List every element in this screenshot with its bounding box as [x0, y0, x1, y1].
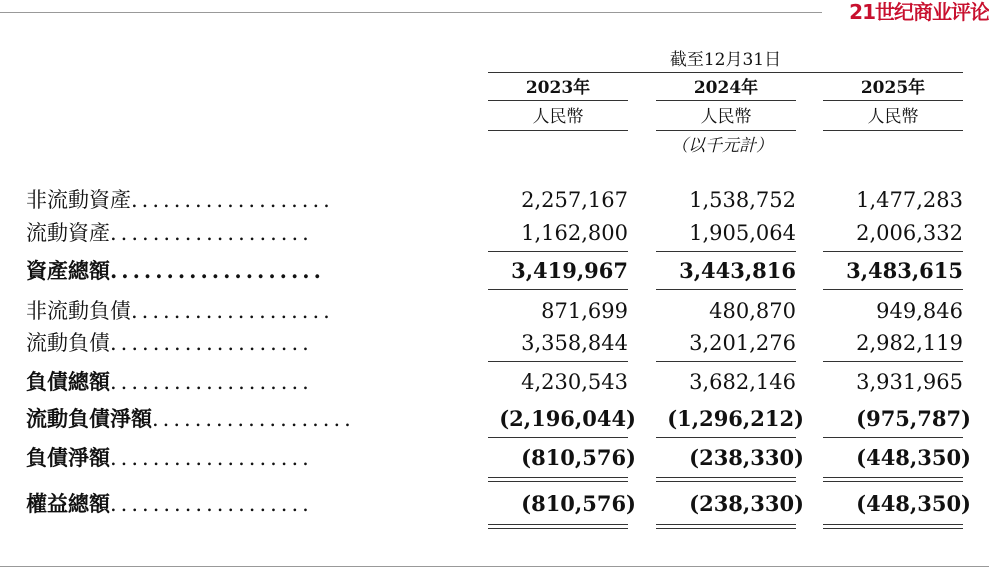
- row-label: 流動負債...................: [26, 331, 313, 355]
- value-2024: 3,201,276: [689, 331, 796, 355]
- period-heading: 截至12月31日: [488, 48, 963, 73]
- value-2024: 1,538,752: [689, 188, 796, 212]
- value-2023: (810,576): [521, 445, 636, 470]
- row-label: 流動資產...................: [26, 221, 313, 245]
- table-row: [0, 297, 989, 325]
- currency-2023: 人民幣: [488, 104, 628, 131]
- value-2024: (1,296,212): [667, 406, 804, 431]
- value-2025: 2,982,119: [856, 331, 963, 355]
- row-label: 負債總額...................: [26, 369, 313, 394]
- table-row: [0, 186, 989, 214]
- unit-note: （以千元計）: [671, 136, 773, 156]
- year-2025: 2025年: [823, 76, 963, 101]
- value-2023: 871,699: [541, 299, 628, 323]
- row-label: 流動負債淨額...................: [26, 406, 355, 431]
- year-2023: 2023年: [488, 76, 628, 101]
- year-2024: 2024年: [656, 76, 796, 101]
- subtotal-rule: [823, 251, 963, 252]
- subtotal-rule: [488, 251, 628, 252]
- row-label: 權益總額...................: [26, 491, 313, 516]
- table-row: [0, 490, 989, 518]
- table-row: [0, 219, 989, 247]
- currency-2025: 人民幣: [823, 104, 963, 131]
- value-2023: 1,162,800: [521, 221, 628, 245]
- value-2025: (448,350): [856, 445, 971, 470]
- total-rule: [488, 289, 628, 290]
- row-label: 非流動資產...................: [26, 188, 334, 212]
- header-rule: [0, 12, 822, 13]
- table-row: [0, 329, 989, 357]
- value-2023: 4,230,543: [521, 370, 628, 394]
- value-2025: 1,477,283: [856, 188, 963, 212]
- value-2025: (448,350): [856, 491, 971, 516]
- value-2024: (238,330): [689, 445, 804, 470]
- subtotal-rule: [488, 361, 628, 362]
- currency-2024: 人民幣: [656, 104, 796, 131]
- table-row: [0, 405, 989, 433]
- value-2025: 2,006,332: [856, 221, 963, 245]
- double-rule: [488, 477, 628, 482]
- value-2023: (810,576): [521, 491, 636, 516]
- double-rule: [656, 477, 796, 482]
- row-label: 非流動負債...................: [26, 299, 334, 323]
- value-2024: 3,682,146: [689, 370, 796, 394]
- subtotal-rule: [656, 251, 796, 252]
- table-row: [0, 257, 989, 285]
- value-2024: 1,905,064: [689, 221, 796, 245]
- double-rule: [656, 524, 796, 529]
- brand-logo: 21世纪商业评论: [849, 0, 989, 24]
- value-2023: (2,196,044): [499, 406, 636, 431]
- value-2025: 3,931,965: [856, 370, 963, 394]
- subtotal-rule: [656, 437, 796, 438]
- row-label: 資產總額...................: [26, 258, 325, 283]
- value-2025: 3,483,615: [846, 258, 963, 283]
- value-2024: 480,870: [709, 299, 796, 323]
- subtotal-rule: [823, 361, 963, 362]
- double-rule: [823, 524, 963, 529]
- value-2024: (238,330): [689, 491, 804, 516]
- value-2025: (975,787): [856, 406, 971, 431]
- value-2023: 3,358,844: [521, 331, 628, 355]
- value-2023: 2,257,167: [521, 188, 628, 212]
- table-row: [0, 444, 989, 472]
- subtotal-rule: [656, 361, 796, 362]
- total-rule: [823, 289, 963, 290]
- double-rule: [488, 524, 628, 529]
- row-label: 負債淨額...................: [26, 445, 313, 470]
- value-2024: 3,443,816: [679, 258, 796, 283]
- double-rule: [823, 477, 963, 482]
- total-rule: [656, 289, 796, 290]
- table-row: [0, 368, 989, 396]
- subtotal-rule: [823, 437, 963, 438]
- subtotal-rule: [488, 437, 628, 438]
- footer-rule: [0, 566, 989, 567]
- value-2023: 3,419,967: [511, 258, 628, 283]
- value-2025: 949,846: [876, 299, 963, 323]
